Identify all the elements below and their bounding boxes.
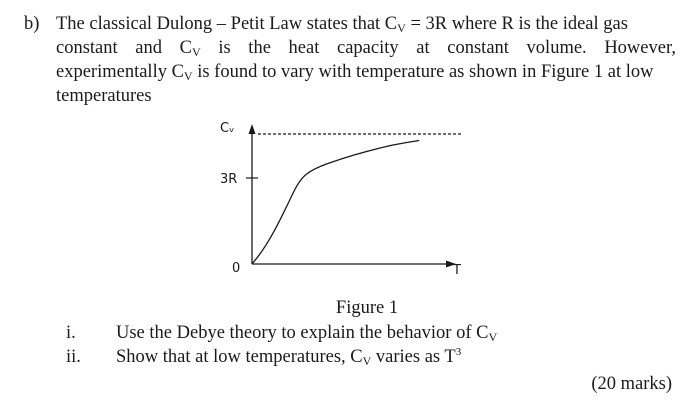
origin-label: 0 [232, 261, 241, 276]
question-label: b) [24, 14, 40, 34]
question-line-4: temperatures [56, 86, 152, 106]
question-b [24, 12, 676, 108]
part-ii [66, 345, 497, 369]
question-line-2: constant and $C_V$ is the heat capacity at constant volume. However, [56, 38, 677, 59]
x-axis-label: T [453, 263, 461, 278]
part-i-text: Use the Debye theory to explain the behavior of $C_V$ [116, 323, 498, 344]
y-tick-label-3r: 3R [220, 172, 238, 187]
part-i-number: i. [66, 323, 76, 343]
question-parts [66, 321, 497, 369]
part-ii-number: ii. [66, 347, 81, 367]
figure-caption: Figure 1 [335, 298, 399, 318]
marks-label: (20 marks) [591, 374, 672, 394]
question-text [56, 12, 676, 108]
part-i [66, 321, 497, 345]
y-axis-arrow [249, 124, 256, 134]
y-axis-label: Cᵥ [220, 121, 235, 136]
cv-vs-t-plot [200, 112, 480, 287]
figure-1-chart [200, 112, 480, 287]
part-ii-text: Show that at low temperatures, $C_V$ varies as $T^3$ [116, 346, 462, 368]
question-line-3: experimentally $C_V$ is found to vary with temperature as shown in Figure 1 at low [56, 62, 654, 83]
question-line-1: The classical Dulong – Petit Law states that $C_V = 3R$ where R is the ideal gas [56, 14, 628, 35]
series-cv-curve [252, 141, 419, 265]
